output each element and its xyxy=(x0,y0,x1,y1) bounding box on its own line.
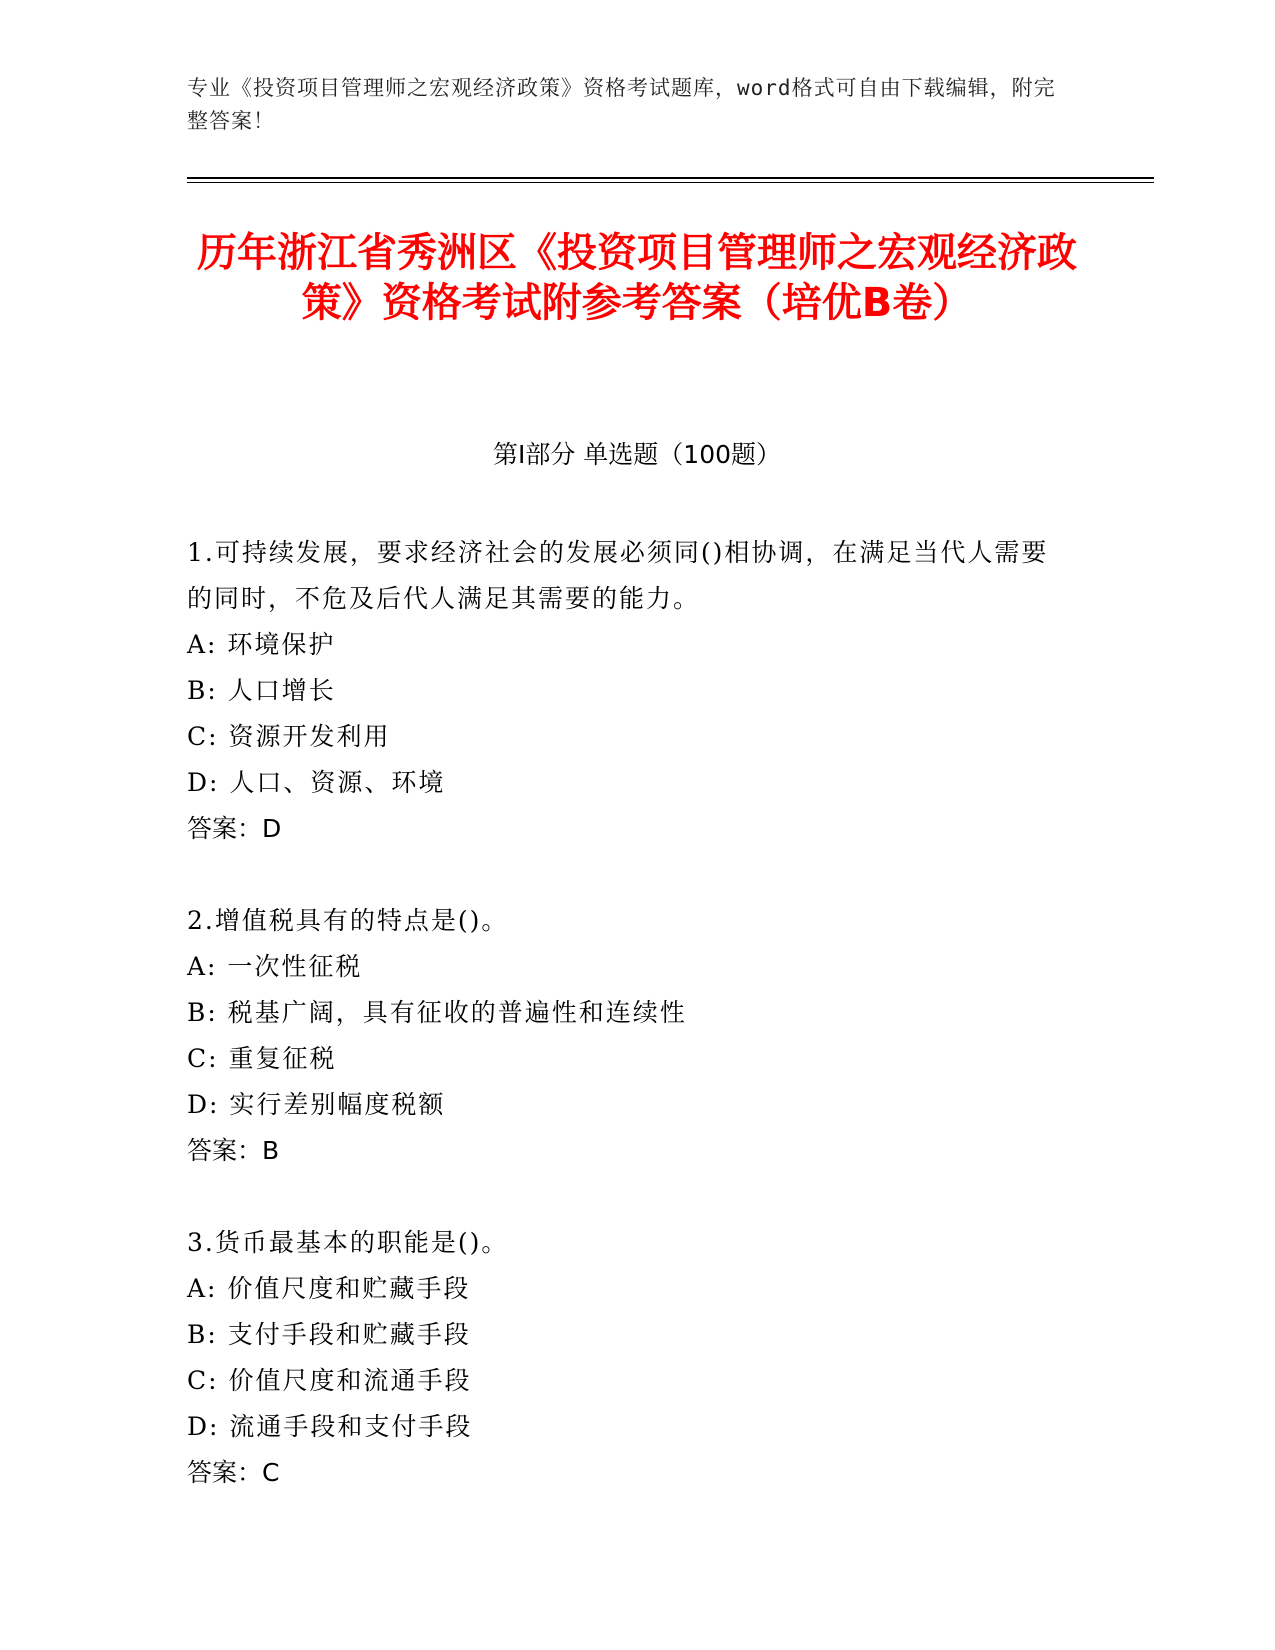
option-b: B: 税基广阔，具有征收的普遍性和连续性 xyxy=(187,998,687,1027)
question-text: 2.增值税具有的特点是()。 xyxy=(187,906,509,935)
option-d: D: 流通手段和支付手段 xyxy=(187,1412,473,1441)
question-2 xyxy=(187,898,1067,1174)
option-d: D: 实行差别幅度税额 xyxy=(187,1090,446,1119)
question-text: 3.货币最基本的职能是()。 xyxy=(187,1228,509,1257)
answer: 答案：D xyxy=(187,814,282,843)
option-d: D: 人口、资源、环境 xyxy=(187,768,446,797)
header-rule-thin xyxy=(187,182,1154,183)
question-3 xyxy=(187,1220,1067,1496)
option-a: A: 一次性征税 xyxy=(187,952,363,981)
header-note: 专业《投资项目管理师之宏观经济政策》资格考试题库，word格式可自由下载编辑，附完整答案！ xyxy=(187,76,1056,133)
option-b: B: 支付手段和贮藏手段 xyxy=(187,1320,471,1349)
option-b: B: 人口增长 xyxy=(187,676,336,705)
option-a: A: 环境保护 xyxy=(187,630,336,659)
question-list xyxy=(187,530,1067,1542)
answer: 答案：B xyxy=(187,1136,280,1165)
question-1 xyxy=(187,530,1067,852)
header-rule-thick xyxy=(187,177,1154,179)
question-text: 1.可持续发展，要求经济社会的发展必须同()相协调，在满足当代人需要的同时，不危及后代人满足其需要的能力。 xyxy=(187,538,1049,613)
option-a: A: 价值尺度和贮藏手段 xyxy=(187,1274,471,1303)
section-title: 第I部分 单选题（100题） xyxy=(492,440,782,469)
option-c: C: 资源开发利用 xyxy=(187,722,391,751)
document-title: 历年浙江省秀洲区《投资项目管理师之宏观经济政策》资格考试附参考答案（培优B卷） xyxy=(197,230,1077,326)
option-c: C: 重复征税 xyxy=(187,1044,337,1073)
option-c: C: 价值尺度和流通手段 xyxy=(187,1366,472,1395)
answer: 答案：C xyxy=(187,1458,280,1487)
